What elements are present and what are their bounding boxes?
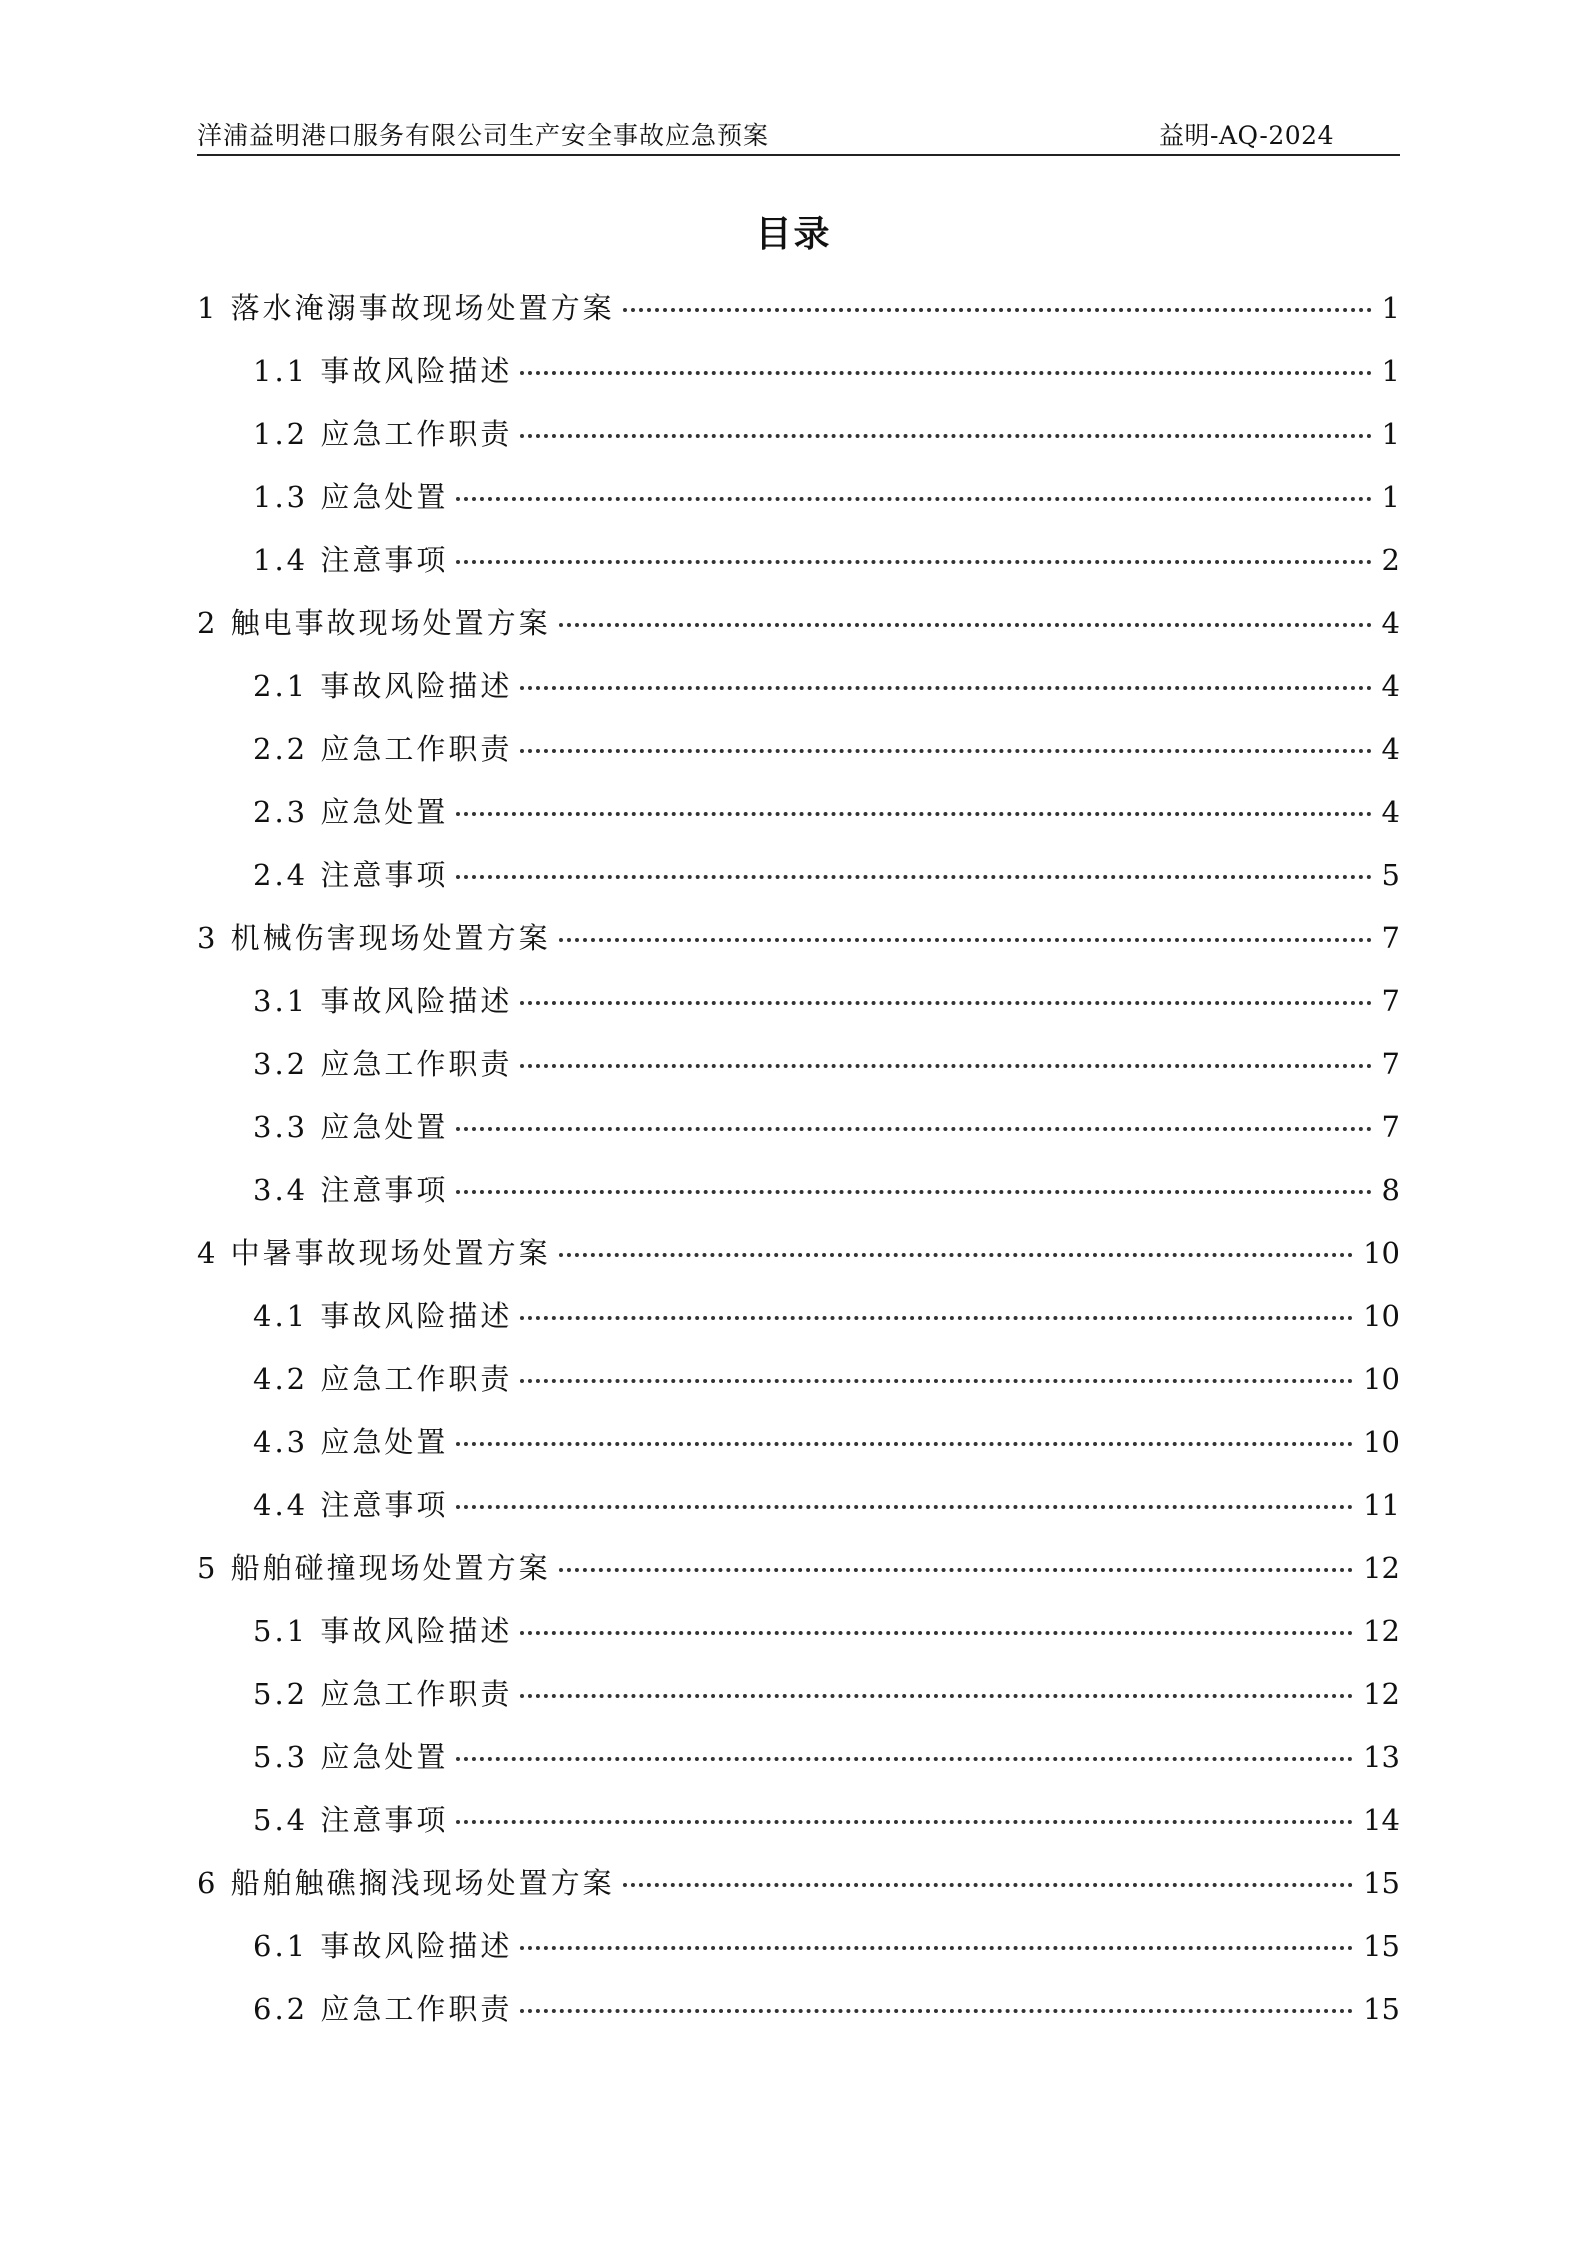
toc-entry-label: 5.2 应急工作职责 — [253, 1677, 513, 1711]
toc-dot-leader — [520, 2009, 1353, 2013]
toc-dot-leader — [456, 497, 1371, 501]
toc-dot-leader — [456, 812, 1371, 816]
toc-entry-page-number: 12 — [1363, 1677, 1400, 1711]
toc-entry-label: 2.3 应急处置 — [253, 795, 449, 829]
toc-entry-page-number: 15 — [1363, 1866, 1400, 1900]
toc-entry-label: 4.1 事故风险描述 — [253, 1299, 513, 1333]
toc-dot-leader — [520, 371, 1371, 375]
toc-subsection-entry[interactable] — [197, 349, 1400, 412]
toc-subsection-entry[interactable] — [197, 1924, 1400, 1987]
toc-subsection-entry[interactable] — [197, 1042, 1400, 1105]
toc-section-entry[interactable] — [197, 916, 1400, 979]
toc-entry-label: 2.4 注意事项 — [253, 858, 449, 892]
toc-dot-leader — [456, 1505, 1353, 1509]
toc-entry-label: 5.1 事故风险描述 — [253, 1614, 513, 1648]
toc-entry-label: 2.2 应急工作职责 — [253, 732, 513, 766]
toc-entry-label: 6 船舶触礁搁浅现场处置方案 — [197, 1866, 615, 1900]
toc-entry-label: 4 中暑事故现场处置方案 — [197, 1236, 551, 1270]
toc-entry-label: 4.3 应急处置 — [253, 1425, 449, 1459]
toc-dot-leader — [520, 749, 1371, 753]
toc-entry-label: 4.4 注意事项 — [253, 1488, 449, 1522]
toc-entry-label: 3.4 注意事项 — [253, 1173, 449, 1207]
page-header — [197, 112, 1400, 156]
toc-dot-leader — [456, 1757, 1353, 1761]
toc-entry-page-number: 10 — [1363, 1299, 1400, 1333]
toc-entry-page-number: 10 — [1363, 1362, 1400, 1396]
toc-entry-label: 3 机械伤害现场处置方案 — [197, 921, 551, 955]
toc-entry-label: 3.1 事故风险描述 — [253, 984, 513, 1018]
toc-entry-page-number: 11 — [1363, 1488, 1400, 1522]
toc-entry-page-number: 4 — [1381, 732, 1400, 766]
toc-subsection-entry[interactable] — [197, 412, 1400, 475]
toc-dot-leader — [520, 1379, 1353, 1383]
toc-entry-page-number: 1 — [1381, 417, 1400, 451]
toc-section-entry[interactable] — [197, 601, 1400, 664]
toc-dot-leader — [456, 875, 1371, 879]
toc-subsection-entry[interactable] — [197, 475, 1400, 538]
toc-entry-label: 5.4 注意事项 — [253, 1803, 449, 1837]
toc-entry-page-number: 15 — [1363, 1929, 1400, 1963]
toc-dot-leader — [456, 1442, 1353, 1446]
toc-entry-page-number: 10 — [1363, 1236, 1400, 1270]
toc-dot-leader — [456, 560, 1371, 564]
toc-entry-page-number: 7 — [1381, 1110, 1400, 1144]
toc-section-entry[interactable] — [197, 1546, 1400, 1609]
toc-dot-leader — [520, 1064, 1371, 1068]
toc-section-entry[interactable] — [197, 286, 1400, 349]
toc-entry-page-number: 12 — [1363, 1551, 1400, 1585]
toc-dot-leader — [559, 938, 1372, 942]
toc-entry-page-number: 1 — [1381, 480, 1400, 514]
toc-entry-page-number: 1 — [1381, 354, 1400, 388]
toc-entry-label: 1 落水淹溺事故现场处置方案 — [197, 291, 615, 325]
toc-subsection-entry[interactable] — [197, 664, 1400, 727]
toc-entry-label: 2 触电事故现场处置方案 — [197, 606, 551, 640]
toc-dot-leader — [456, 1190, 1371, 1194]
toc-dot-leader — [520, 1631, 1353, 1635]
toc-section-entry[interactable] — [197, 1231, 1400, 1294]
toc-subsection-entry[interactable] — [197, 538, 1400, 601]
toc-entry-page-number: 1 — [1381, 291, 1400, 325]
toc-dot-leader — [520, 434, 1371, 438]
toc-dot-leader — [559, 1568, 1353, 1572]
toc-entry-page-number: 7 — [1381, 1047, 1400, 1081]
toc-subsection-entry[interactable] — [197, 1609, 1400, 1672]
toc-entry-label: 5.3 应急处置 — [253, 1740, 449, 1774]
toc-entry-label: 3.3 应急处置 — [253, 1110, 449, 1144]
toc-entry-label: 1.3 应急处置 — [253, 480, 449, 514]
toc-subsection-entry[interactable] — [197, 727, 1400, 790]
toc-entry-page-number: 4 — [1381, 669, 1400, 703]
toc-subsection-entry[interactable] — [197, 979, 1400, 1042]
toc-subsection-entry[interactable] — [197, 1672, 1400, 1735]
toc-subsection-entry[interactable] — [197, 1105, 1400, 1168]
toc-subsection-entry[interactable] — [197, 1357, 1400, 1420]
toc-entry-label: 6.2 应急工作职责 — [253, 1992, 513, 2026]
toc-dot-leader — [520, 686, 1371, 690]
toc-entry-label: 4.2 应急工作职责 — [253, 1362, 513, 1396]
toc-subsection-entry[interactable] — [197, 790, 1400, 853]
toc-entry-page-number: 2 — [1381, 543, 1400, 577]
toc-dot-leader — [520, 1694, 1353, 1698]
toc-section-entry[interactable] — [197, 1861, 1400, 1924]
toc-subsection-entry[interactable] — [197, 1294, 1400, 1357]
toc-list — [197, 286, 1400, 2050]
toc-dot-leader — [559, 1253, 1353, 1257]
toc-entry-page-number: 12 — [1363, 1614, 1400, 1648]
toc-subsection-entry[interactable] — [197, 853, 1400, 916]
toc-dot-leader — [520, 1316, 1353, 1320]
toc-entry-label: 1.2 应急工作职责 — [253, 417, 513, 451]
toc-subsection-entry[interactable] — [197, 1987, 1400, 2050]
toc-subsection-entry[interactable] — [197, 1420, 1400, 1483]
toc-entry-page-number: 15 — [1363, 1992, 1400, 2026]
toc-subsection-entry[interactable] — [197, 1483, 1400, 1546]
toc-entry-label: 3.2 应急工作职责 — [253, 1047, 513, 1081]
toc-entry-page-number: 7 — [1381, 921, 1400, 955]
toc-dot-leader — [520, 1946, 1353, 1950]
toc-entry-page-number: 14 — [1363, 1803, 1400, 1837]
toc-entry-label: 1.1 事故风险描述 — [253, 354, 513, 388]
toc-dot-leader — [520, 1001, 1371, 1005]
toc-entry-page-number: 13 — [1363, 1740, 1400, 1774]
toc-subsection-entry[interactable] — [197, 1168, 1400, 1231]
toc-entry-label: 5 船舶碰撞现场处置方案 — [197, 1551, 551, 1585]
toc-entry-label: 6.1 事故风险描述 — [253, 1929, 513, 1963]
toc-dot-leader — [456, 1127, 1371, 1131]
toc-entry-label: 1.4 注意事项 — [253, 543, 449, 577]
header-title: 洋浦益明港口服务有限公司生产安全事故应急预案 — [197, 121, 770, 150]
header-doc-code: 益明-AQ-2024 — [1159, 121, 1334, 150]
toc-title: 目录 — [755, 213, 832, 255]
toc-entry-label: 2.1 事故风险描述 — [253, 669, 513, 703]
toc-entry-page-number: 4 — [1381, 795, 1400, 829]
toc-dot-leader — [623, 1883, 1353, 1887]
toc-entry-page-number: 4 — [1381, 606, 1400, 640]
toc-entry-page-number: 8 — [1381, 1173, 1400, 1207]
toc-dot-leader — [559, 623, 1372, 627]
toc-dot-leader — [456, 1820, 1353, 1824]
toc-entry-page-number: 7 — [1381, 984, 1400, 1018]
toc-entry-page-number: 5 — [1381, 858, 1400, 892]
toc-subsection-entry[interactable] — [197, 1735, 1400, 1798]
toc-subsection-entry[interactable] — [197, 1798, 1400, 1861]
toc-dot-leader — [623, 308, 1372, 312]
toc-entry-page-number: 10 — [1363, 1425, 1400, 1459]
